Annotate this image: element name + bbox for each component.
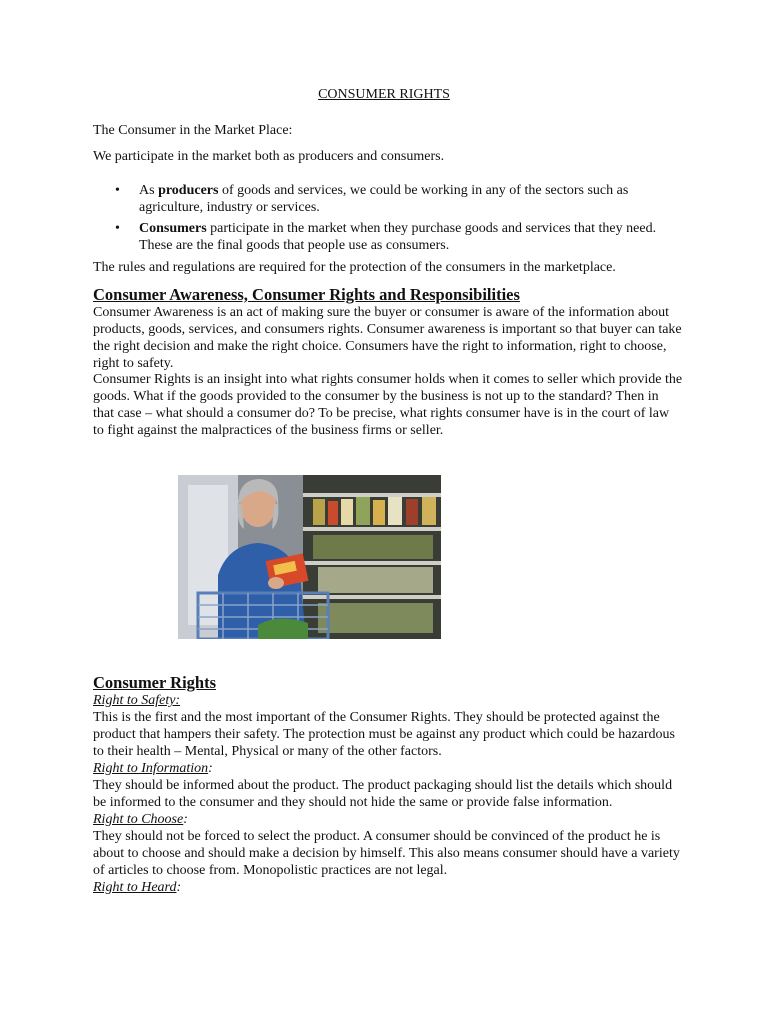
rights-list <box>93 692 683 896</box>
right-label-row <box>93 879 683 896</box>
intro-line: We participate in the market both as producers and consumers. <box>93 149 445 164</box>
bullet-item <box>93 182 683 216</box>
shopper-photo <box>178 475 441 639</box>
right-label: Right to Information <box>93 761 209 776</box>
right-label-row <box>93 692 683 709</box>
right-label: Right to Safety: <box>93 693 181 708</box>
bullet-before: As <box>139 183 159 198</box>
awareness-paragraph: Consumer Awareness is an act of making sure the buyer or consumer is aware of the information about products, goods, services, and consumers rights. Consumer awareness is important so that buyer can take the right decision and make the right choice. Consumers have the right to information, right to choose, right to safety. <box>93 305 682 371</box>
document-title: CONSUMER RIGHTS <box>318 87 450 102</box>
bullet-list <box>93 182 683 258</box>
right-label-row <box>93 811 683 828</box>
bullet-bold: producers <box>158 183 219 198</box>
intro-heading: The Consumer in the Market Place: <box>93 123 293 138</box>
bullet-after: of goods and services, we could be working in any of the sectors such as agriculture, industry or services. <box>139 183 629 215</box>
right-text: They should be informed about the product. The product packaging should list the details which should be informed to the consumer and they should not hide the same or provide false information. <box>93 778 673 810</box>
right-label-suffix: : <box>208 761 213 776</box>
right-label-suffix: : <box>176 880 182 895</box>
rights-heading: Consumer Rights <box>93 673 217 692</box>
right-label: Right to Heard <box>93 880 177 895</box>
bullet-bold: Consumers <box>139 221 207 236</box>
awareness-paragraph: Consumer Rights is an insight into what rights consumer holds when it comes to seller which provide the goods. What if the goods provided to the consumer by the business is not up to the standard? Then in that case – what should a consumer do? To be precise, what rights consumer have is in the court of law to fight against the malpractices of the business firms or seller. <box>93 372 683 438</box>
right-label-row <box>93 760 683 777</box>
right-text: They should not be forced to select the product. A consumer should be convinced of the product he is about to choose and should make a decision by himself. This also means consumer should have a variety of articles to choose from. Monopolistic practices are not legal. <box>93 829 680 878</box>
right-text: This is the first and the most important of the Consumer Rights. They should be protected against the product that hampers their safety. The protection must be against any product which could be hazardous to their health – Mental, Physical or many of the other factors. <box>93 710 675 759</box>
awareness-heading: Consumer Awareness, Consumer Rights and Responsibilities <box>93 285 520 304</box>
bullet-dot-icon: • <box>115 183 120 198</box>
bullet-dot-icon: • <box>115 221 120 236</box>
right-label: Right to Choose <box>93 812 184 827</box>
right-label-suffix: : <box>183 812 188 827</box>
rules-line: The rules and regulations are required for the protection of the consumers in the marketplace. <box>93 260 616 275</box>
bullet-after: participate in the market when they purchase goods and services that they need. These are the final goods that people use as consumers. <box>139 221 657 253</box>
bullet-item <box>93 220 683 254</box>
